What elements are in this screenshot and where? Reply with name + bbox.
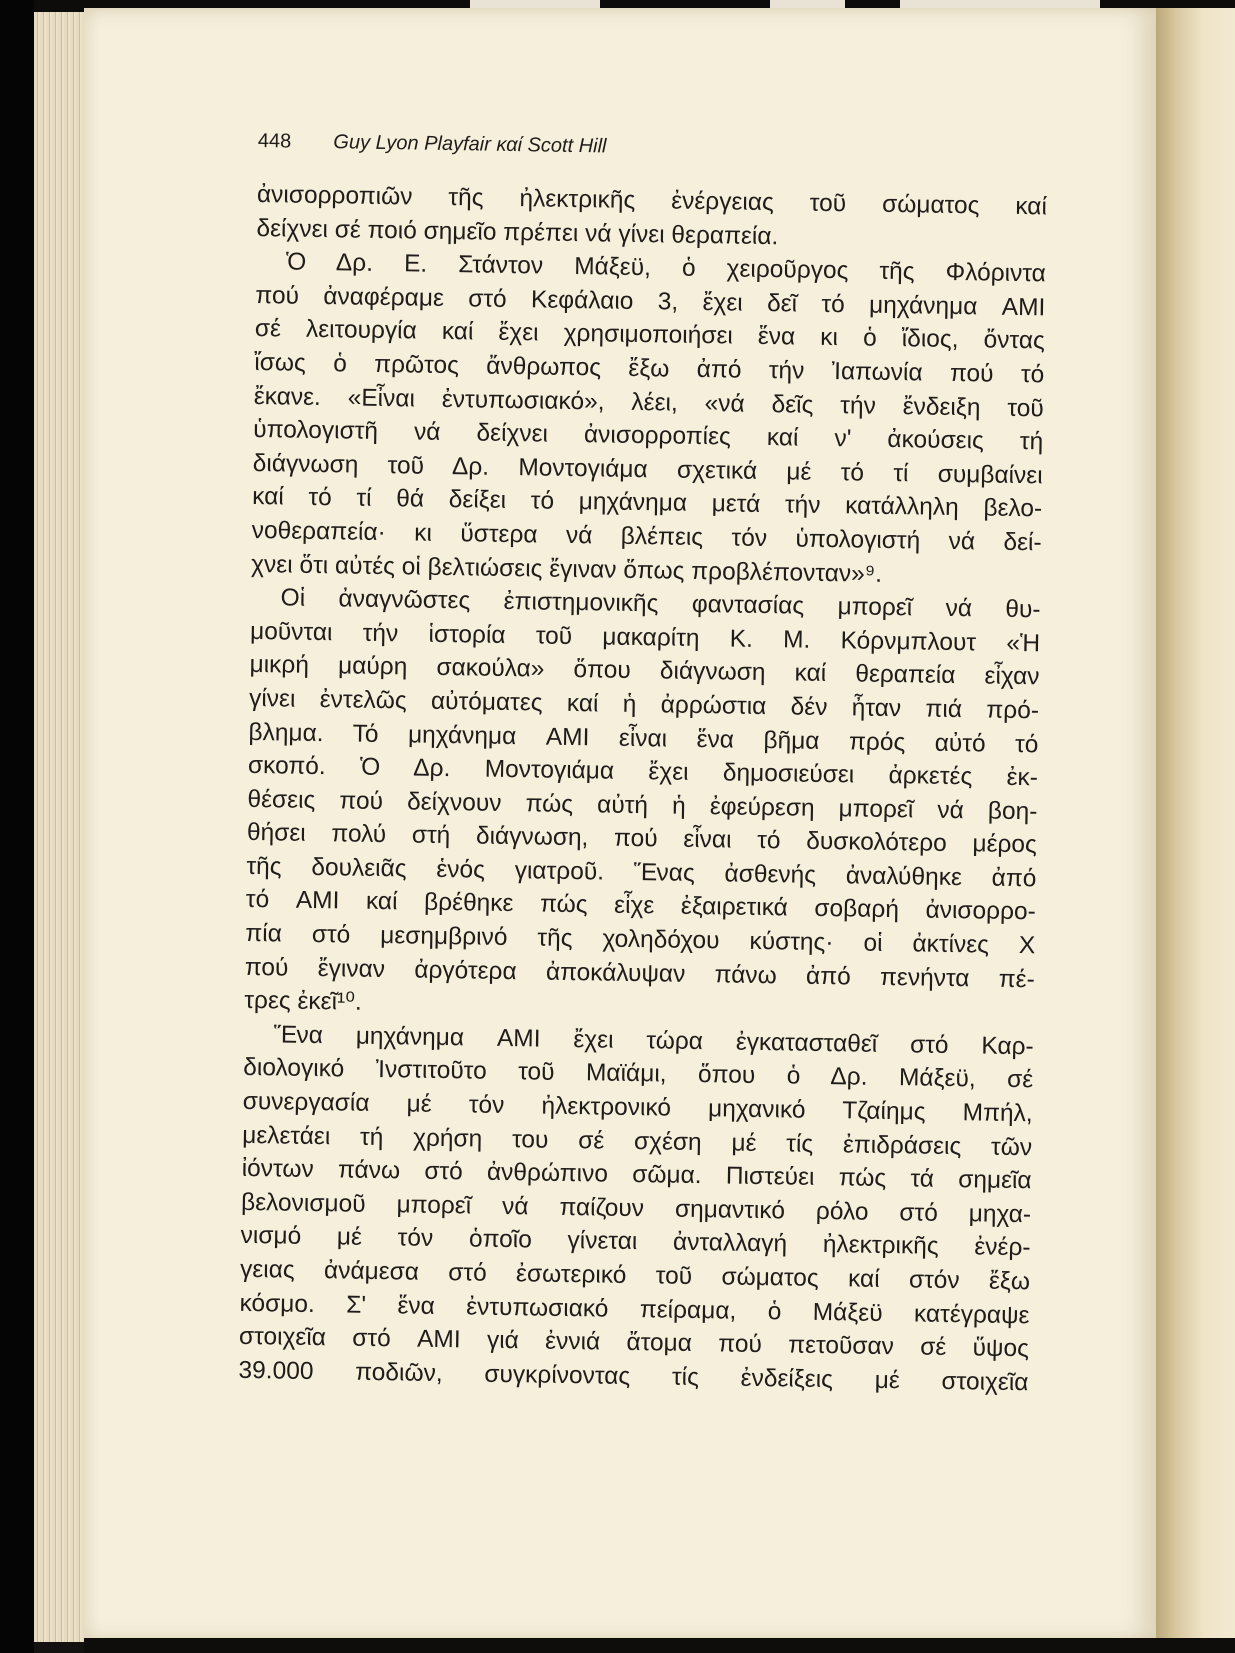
text-line: ὑπολογιστῆ νά δείχνει ἀνισορροπίες καί ν' ἀκούσεις τή [253, 416, 1044, 456]
text-line: στοιχεῖα στό AMI γιά ἐννιά ἄτομα πού πετοῦσαν σέ ὕψος [238, 1323, 1030, 1363]
body-text [238, 178, 1047, 1400]
text-line: διάγνωση τοῦ Δρ. Μοντογιάμα σχετικά μέ τό τί συμβαίνει [252, 449, 1043, 490]
text-line: σέ λειτουργία καί ἔχει χρησιμοποιήσει ἕνα κι ὁ ἴδιος, ὄντας [254, 315, 1045, 355]
text-line: 39.000 ποδιῶν, συγκρίνοντας τίς ἐνδείξεις μέ στοιχεῖα [238, 1356, 1029, 1397]
text-line: καί τό τί θά δείξει τό μηχάνημα μετά τήν κατάλληλη βελο- [252, 483, 1043, 523]
scan-left-border [0, 0, 34, 1653]
text-line: Οἱ ἀναγνῶστες ἐπιστημονικῆς φαντασίας μπορεῖ νά θυ- [280, 584, 1041, 624]
text-line: γίνει ἐντελῶς αὐτόματες καί ἡ ἀρρώστια δέν ἦταν πιά πρό- [248, 684, 1040, 725]
text-line: θήσει πολύ στή διάγνωση, πού εἶναι τό δυσκολότερο μέρος [246, 819, 1038, 859]
text-line: δείχνει σέ ποιό σημεῖο πρέπει νά γίνει θεραπεία. [256, 214, 779, 250]
text-line: μοῦνται τήν ἱστορία τοῦ μακαρίτη Κ. Μ. Κόρνμπλουτ «Ἡ [249, 617, 1041, 658]
text-line: τρες ἐκεῖ¹⁰. [244, 987, 363, 1016]
text-line: βελονισμοῦ μπορεῖ νά παίζουν σημαντικό ρόλο στό μηχα- [240, 1188, 1032, 1229]
text-line: πία στό μεσημβρινό τῆς χοληδόχου κύστης· οἱ ἀκτίνες Χ [245, 919, 1036, 960]
running-head: Guy Lyon Playfair καί Scott Hill [333, 131, 607, 158]
page-content [238, 130, 1048, 1400]
text-line: σκοπό. Ὁ Δρ. Μοντογιάμα ἔχει δημοσιεύσει ἀρκετές ἐκ- [247, 752, 1039, 792]
text-line: γειας ἀνάμεσα στό ἐσωτερικό τοῦ σώματος καί στόν ἔξω [239, 1255, 1031, 1296]
text-line: Ὁ Δρ. Ε. Στάντον Μάξεϋ, ὁ χειροῦργος τῆς Φλόριντα [285, 248, 1047, 288]
text-line: συνεργασία μέ τόν ἠλεκτρονικό μηχανικό Τζαίημς Μπήλ, [242, 1087, 1033, 1128]
text-line: μελετάει τή χρήση του σέ σχέση μέ τίς ἐπιδράσεις τῶν [242, 1121, 1033, 1161]
text-line: τό AMI καί βρέθηκε πώς εἶχε ἐξαιρετικά σοβαρή ἀνισορρο- [245, 886, 1037, 926]
scan-bottom-border [84, 1638, 1235, 1653]
text-line: νισμό μέ τόν ὁποῖο γίνεται ἀνταλλαγή ἠλεκτρικῆς ἐνέρ- [240, 1222, 1031, 1262]
text-line: ἰόντων πάνω στό ἀνθρώπινο σῶμα. Πιστεύει πώς τά σημεῖα [241, 1155, 1032, 1195]
text-line: τῆς δουλειᾶς ἑνός γιατροῦ. Ἕνας ἀσθενής ἀναλύθηκε ἀπό [246, 852, 1037, 893]
text-line: πού ἔγιναν ἀργότερα ἀποκάλυψαν πάνω ἀπό πενήντα πέ- [244, 953, 1035, 993]
text-line: διολογικό Ἰνστιτοῦτο τοῦ Μαϊάμι, ὅπου ὁ Δρ. Μάξεϋ, σέ [243, 1054, 1034, 1094]
text-line: ἀνισορροπιῶν τῆς ἠλεκτρικῆς ἐνέργειας τοῦ σώματος καί [256, 180, 1048, 221]
text-line: ἔκανε. «Εἶναι ἐντυπωσιακό», λέει, «νά δεῖς τήν ἔνδειξη τοῦ [253, 382, 1044, 422]
text-line: νοθεραπεία· κι ὕστερα νά βλέπεις τόν ὑπολογιστή νά δεί- [251, 516, 1042, 557]
book-gutter [1156, 8, 1235, 1653]
page-number: 448 [257, 130, 292, 153]
text-line: κόσμο. Σ' ἕνα ἐντυπωσιακό πείραμα, ὁ Μάξεϋ κατέγραψε [239, 1289, 1030, 1329]
text-line: μικρή μαύρη σακούλα» ὅπου διάγνωση καί θεραπεία εἶχαν [249, 651, 1040, 691]
text-line: βλημα. Τό μηχάνημα AMI εἶναι ἕνα βῆμα πρός αὐτό τό [248, 718, 1039, 758]
text-line: χνει ὅτι αὐτές οἱ βελτιώσεις ἔγιναν ὅπως προβλέπονταν»⁹. [250, 550, 883, 588]
text-line: Ἕνα μηχάνημα AMI ἔχει τώρα ἐγκατασταθεῖ στό Καρ- [273, 1021, 1034, 1061]
page-edge-stack [34, 12, 87, 1642]
text-line: ἴσως ὁ πρῶτος ἄνθρωπος ἔξω ἀπό τήν Ἰαπωνία πού τό [254, 348, 1045, 389]
text-line: θέσεις πού δείχνουν πώς αὐτή ἡ ἐφεύρεση μπορεῖ νά βοη- [247, 785, 1038, 826]
text-line: πού ἀναφέραμε στό Κεφάλαιο 3, ἔχει δεῖ τό μηχάνημα AMI [255, 281, 1046, 322]
